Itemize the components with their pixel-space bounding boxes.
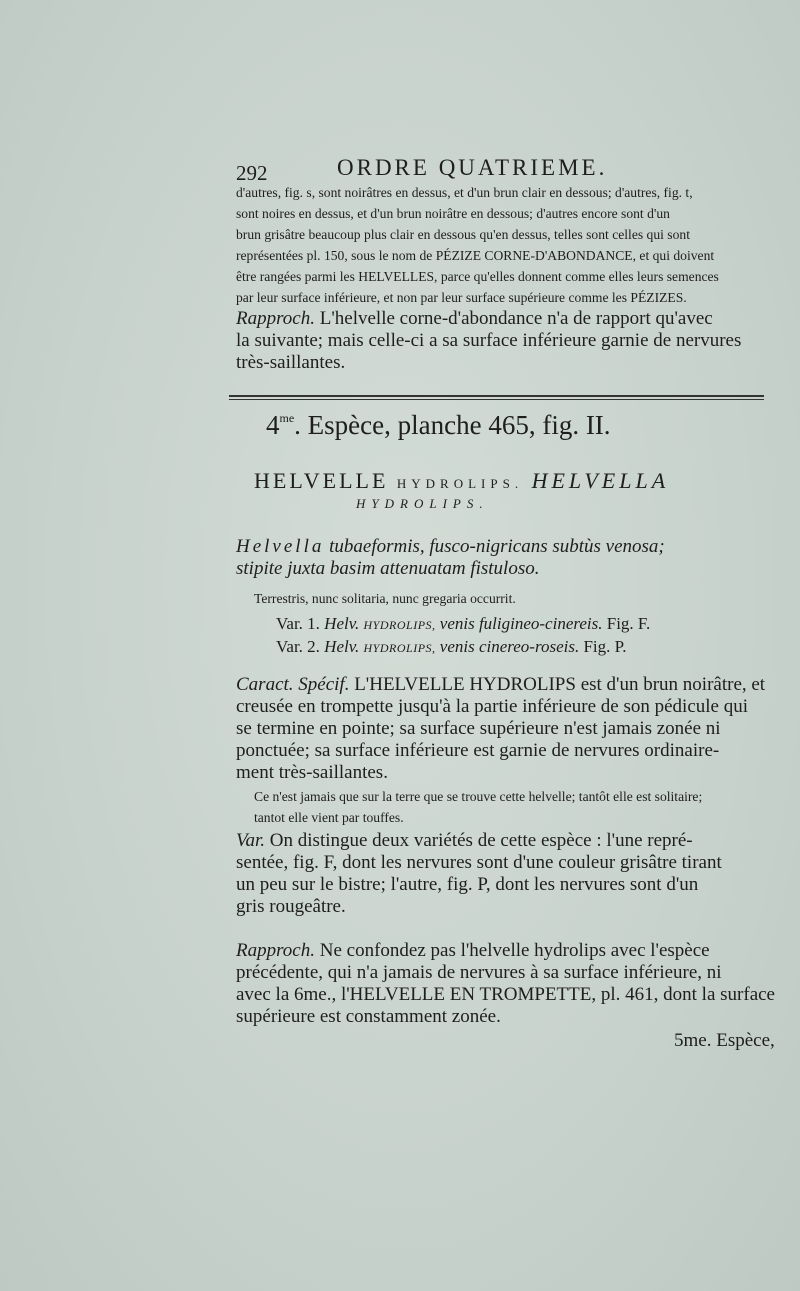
rapproch-label: Rapproch. bbox=[236, 308, 315, 329]
text-line: se termine en pointe; sa surface supérieure n'est jamais zonée ni bbox=[236, 718, 721, 739]
catchword: 5me. Espèce, bbox=[674, 1030, 775, 1051]
species-title: $4^{me}$. Espèce, planche 465, fig. II. bbox=[266, 410, 611, 440]
text-line: la suivante; mais celle-ci a sa surface inférieure garnie de nervures bbox=[236, 330, 742, 351]
paragraph-rapproch-1 bbox=[236, 308, 741, 374]
variety-1: Var. 1. Helv. HYDROLIPS, venis fuligineo-cinereis. Fig. F. bbox=[276, 614, 651, 633]
paragraph-rapproch-2 bbox=[236, 940, 775, 1028]
text-line: ment très-saillantes. bbox=[236, 762, 388, 783]
paragraph-caract bbox=[236, 674, 765, 784]
separator-rule bbox=[229, 395, 764, 397]
running-header: ORDRE QUATRIEME. bbox=[337, 155, 608, 180]
text-line: être rangées parmi les HELVELLES, parce qu'elles donnent comme elles leurs semences bbox=[236, 269, 719, 284]
caract-label: Caract. Spécif. bbox=[236, 674, 350, 695]
habitat-note-fr bbox=[254, 786, 702, 828]
text-line: On distingue deux variétés de cette espèce : l'une repré- bbox=[269, 830, 693, 851]
text-line: d'autres, fig. s, sont noirâtres en dessus, et d'un brun clair en dessous; d'autres, fig. t, bbox=[236, 185, 693, 200]
page-number: 292 bbox=[236, 161, 268, 185]
text-line: brun grisâtre beaucoup plus clair en dessous qu'en dessus, telles sont celles qui sont bbox=[236, 227, 690, 242]
text-line: un peu sur le bistre; l'autre, fig. P, dont les nervures sont d'un bbox=[236, 874, 699, 895]
paragraph-var bbox=[236, 830, 722, 918]
genus-name: Helvella bbox=[236, 536, 325, 557]
text-line: tubaeformis, fusco-nigricans subtùs venosa; bbox=[329, 536, 665, 557]
text-line: L'HELVELLE HYDROLIPS est d'un brun noirâtre, et bbox=[354, 674, 766, 695]
text-line: représentées pl. 150, sous le nom de PÉZIZE CORNE-D'ABONDANCE, et qui doivent bbox=[236, 248, 715, 263]
latin-diagnosis bbox=[236, 536, 665, 580]
french-epithet: HYDROLIPS. bbox=[396, 476, 524, 491]
text-line: très-saillantes. bbox=[236, 352, 346, 373]
text-line: stipite juxta basim attenuatam fistuloso. bbox=[236, 558, 540, 579]
latin-epithet: HYDROLIPS. bbox=[356, 496, 489, 511]
species-heading bbox=[254, 468, 669, 494]
text-line: L'helvelle corne-d'abondance n'a de rapport qu'avec bbox=[319, 308, 713, 329]
text-line: ponctuée; sa surface inférieure est garnie de nervures ordinaire- bbox=[236, 740, 720, 761]
text-line: par leur surface inférieure, et non par leur surface supérieure comme les PÉZIZES. bbox=[236, 290, 687, 305]
french-name: HELVELLE bbox=[254, 468, 389, 493]
text-line: Ce n'est jamais que sur la terre que se trouve cette helvelle; tantôt elle est solitaire; bbox=[254, 789, 703, 804]
text-line: supérieure est constamment zonée. bbox=[236, 1006, 501, 1027]
paragraph-intro bbox=[236, 182, 719, 308]
text-line: creusée en trompette jusqu'à la partie inférieure de son pédicule qui bbox=[236, 696, 748, 717]
latin-name: HELVELLA bbox=[531, 468, 670, 493]
var-label: Var. bbox=[236, 830, 266, 851]
text-line: avec la 6me., l'HELVELLE EN TROMPETTE, pl. 461, dont la surface bbox=[236, 984, 775, 1005]
rapproch-label: Rapproch. bbox=[236, 940, 315, 961]
text-line: tantot elle vient par touffes. bbox=[254, 810, 404, 825]
text-line: sont noires en dessus, et d'un brun noirâtre en dessous; d'autres encore sont d'un bbox=[236, 206, 670, 221]
text-line: précédente, qui n'a jamais de nervures à sa surface inférieure, ni bbox=[236, 962, 722, 983]
text-line: sentée, fig. F, dont les nervures sont d'une couleur grisâtre tirant bbox=[236, 852, 722, 873]
variety-2: Var. 2. Helv. HYDROLIPS, venis cinereo-roseis. Fig. P. bbox=[276, 637, 627, 656]
text-line: Ne confondez pas l'helvelle hydrolips avec l'espèce bbox=[319, 940, 710, 961]
habitat-note: Terrestris, nunc solitaria, nunc gregaria occurrit. bbox=[254, 591, 516, 606]
separator-rule bbox=[229, 399, 764, 400]
text-line: gris rougeâtre. bbox=[236, 896, 346, 917]
